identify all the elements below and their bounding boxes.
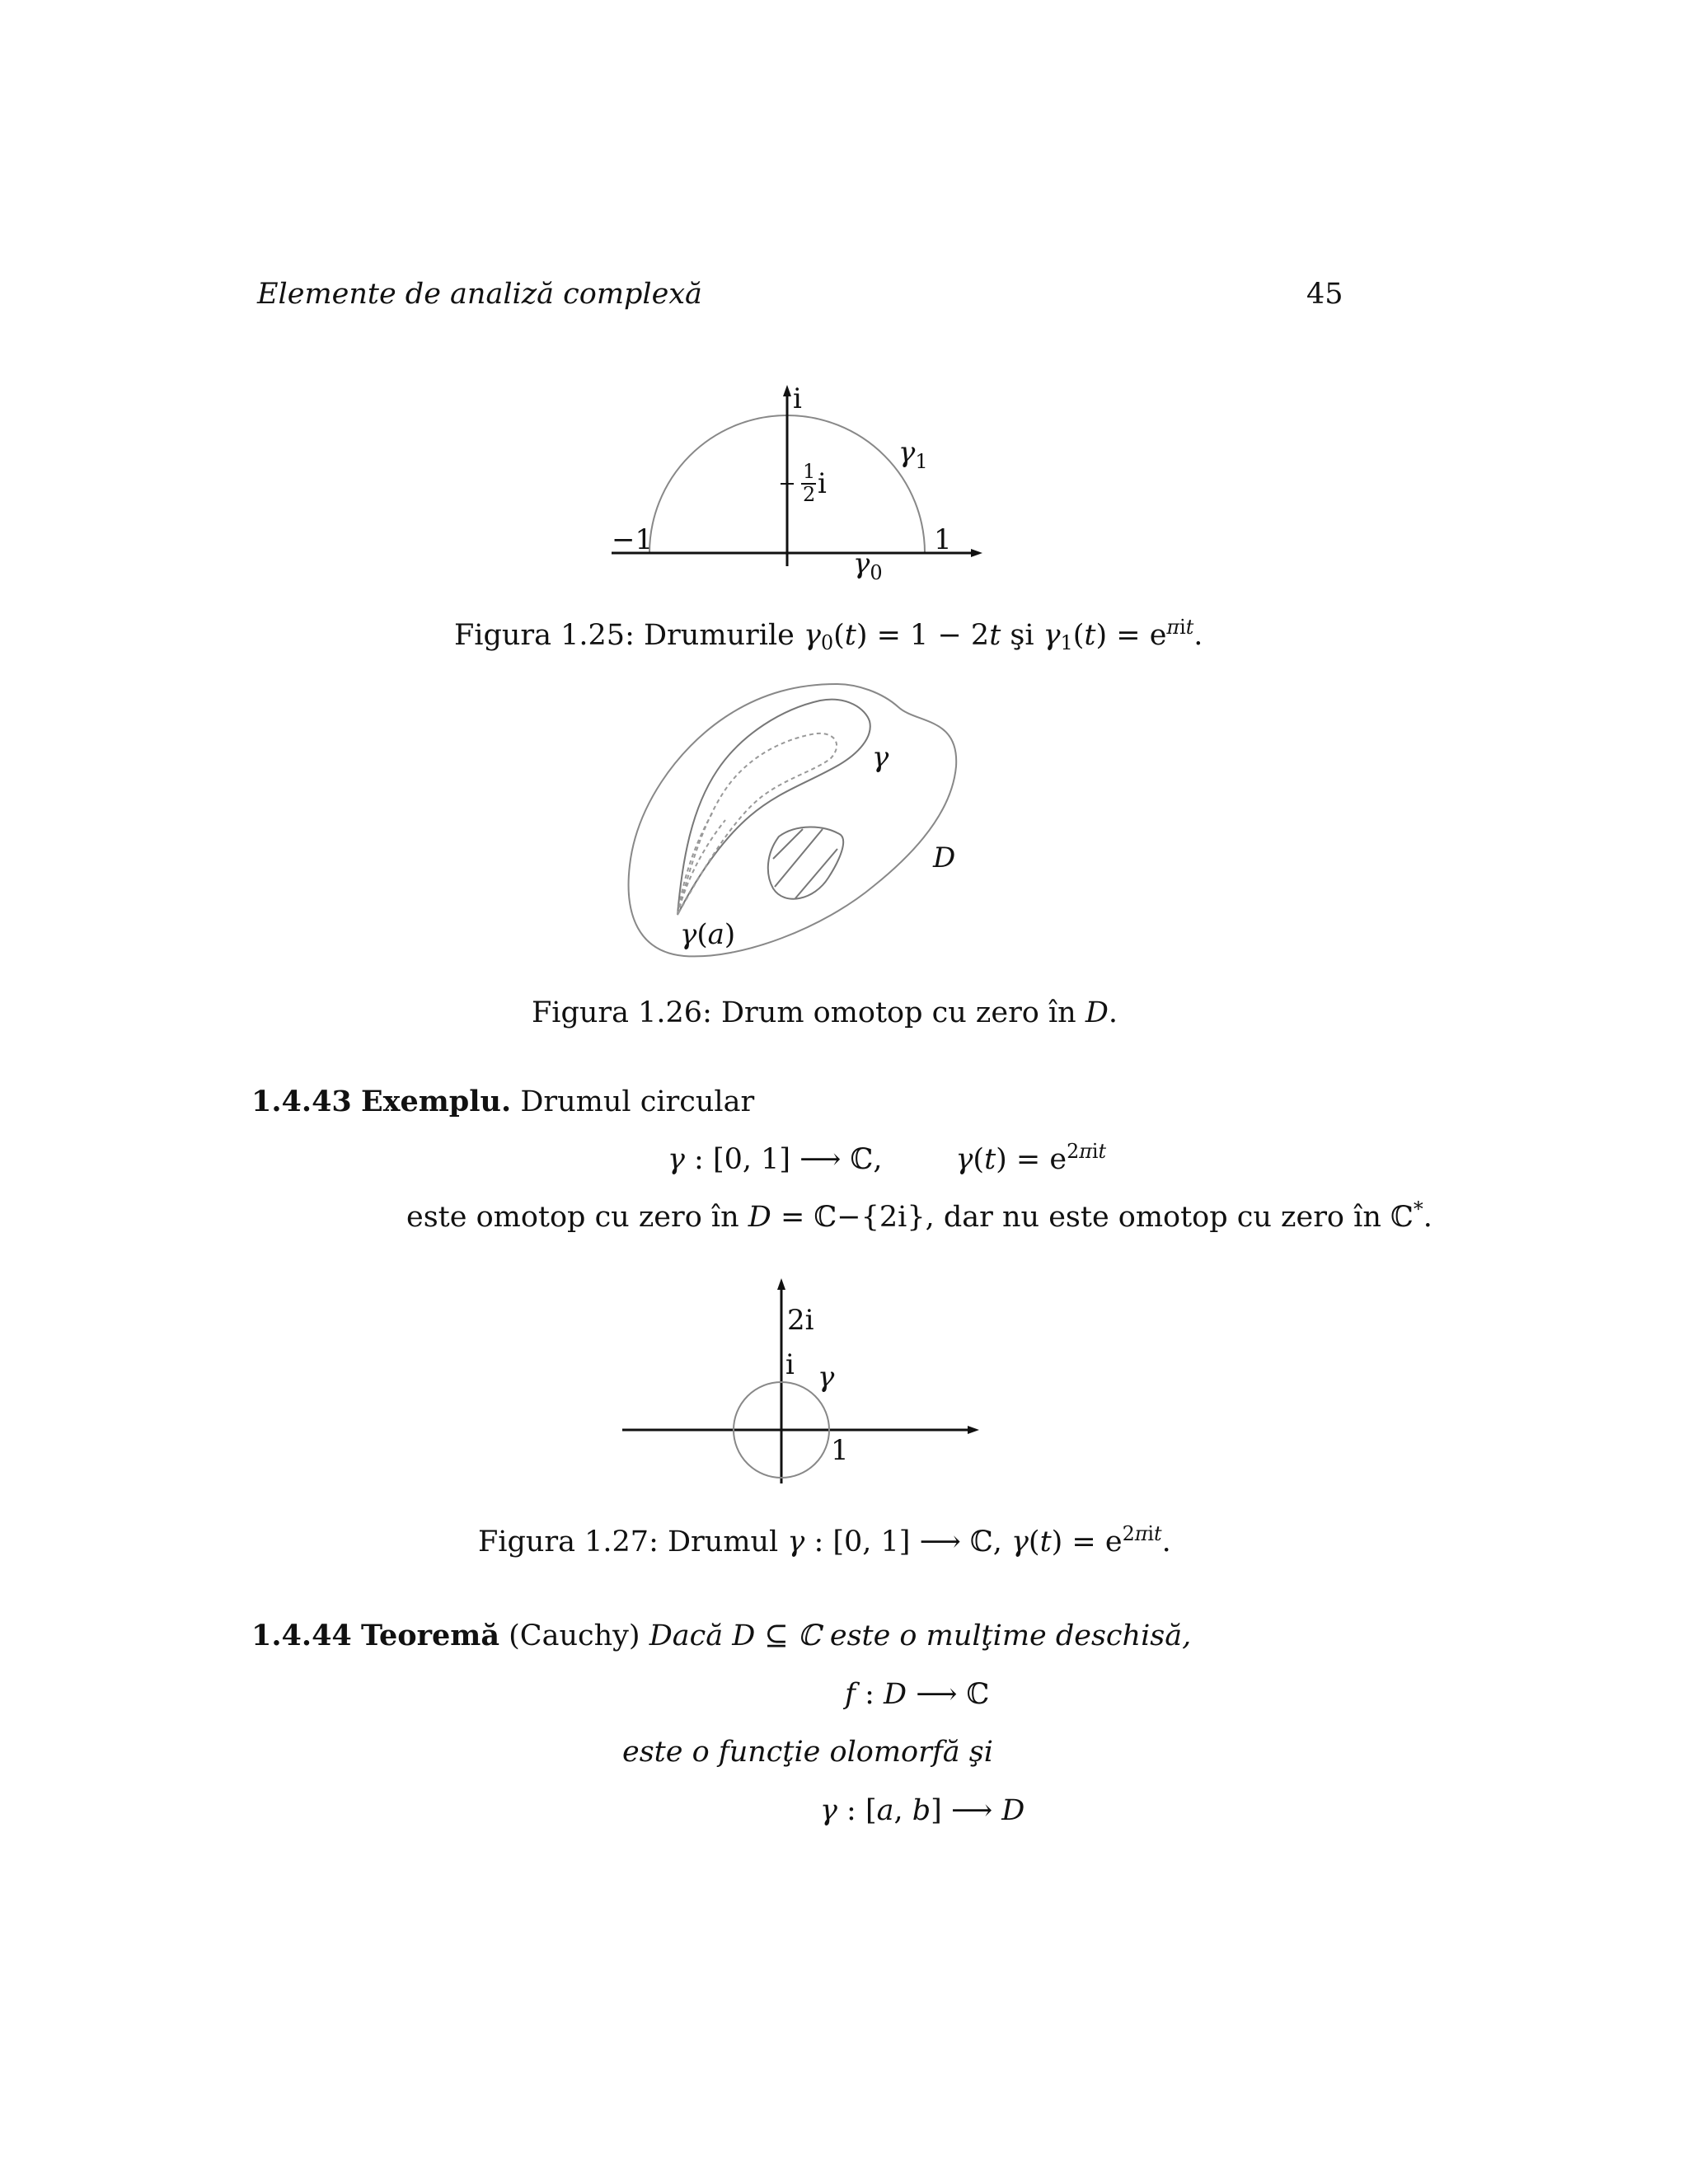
theorem-1-4-44-heading: 1.4.44 Teoremă (Cauchy) Dacă D ⊆ ℂ este o mulţime deschisă, [251, 1619, 1192, 1652]
label-one: 1 [934, 523, 952, 556]
figure-1-25-caption: Figura 1.25: Drumurile $\gamma_0(t) = 1 - 2t$ şi $\gamma_1(t) = e^{\pi it}$. [454, 615, 1203, 654]
label-minus-one: −1 [612, 523, 654, 556]
label-gamma0: $\gamma_0$ [853, 547, 883, 584]
page-number: 45 [1306, 278, 1343, 311]
imag-axis-arrow [777, 1278, 785, 1290]
running-header-title: Elemente de analiză complexă [257, 278, 702, 311]
label-gamma: γ [818, 1361, 835, 1394]
hole-region [768, 827, 843, 898]
example-1-4-43-heading [251, 1085, 754, 1119]
figure-1-27 [618, 1273, 989, 1496]
theorem-number: 1.4.44 [251, 1619, 352, 1652]
hatch-2 [775, 829, 823, 887]
example-formula: γ : [0, 1] ⟶ ℂ, $\gamma(t) = e^{2\pi it}$ [668, 1139, 1107, 1176]
figure-1-25 [577, 375, 1022, 598]
label-one: 1 [831, 1434, 849, 1467]
example-number: 1.4.43 [251, 1085, 352, 1118]
imag-axis-arrow [783, 385, 791, 396]
example-label: Exemplu. [360, 1085, 512, 1118]
theorem-formula-1: f : D ⟶ ℂ [845, 1678, 990, 1711]
hatch-1 [773, 829, 803, 859]
theorem-attribution: (Cauchy) [509, 1619, 640, 1652]
label-gamma-a: γ(a) [680, 918, 736, 951]
example-statement: este omotop cu zero în D = ℂ−{2i}, dar nu este omotop cu zero în ℂ*. [406, 1197, 1432, 1234]
homotopy-dashed-1 [678, 733, 837, 915]
label-i: i [793, 382, 802, 415]
domain-D-boundary [629, 684, 957, 956]
theorem-hypothesis-2: este o funcţie olomorfă şi [622, 1736, 993, 1769]
label-half-i-num: 1 [803, 460, 816, 483]
theorem-label: Teoremă [360, 1619, 499, 1652]
label-half-i-den: 2 [803, 483, 816, 506]
figure-1-26-caption: Figura 1.26: Drum omotop cu zero în D. [532, 996, 1118, 1029]
theorem-formula-2: γ : [a, b] ⟶ D [820, 1794, 1025, 1827]
label-gamma: γ [872, 741, 889, 774]
example-intro: Drumul circular [520, 1085, 755, 1118]
figure-1-27-caption: Figura 1.27: Drumul γ : [0, 1] ⟶ ℂ, $\gamma(t) = e^{2\pi it}$. [478, 1521, 1171, 1558]
label-gamma1: $\gamma_1$ [898, 436, 928, 473]
label-half-i-suffix: i [818, 467, 827, 500]
label-2i: 2i [787, 1304, 814, 1337]
real-axis-arrow [968, 1426, 979, 1434]
real-axis-arrow [971, 549, 982, 557]
label-i: i [785, 1348, 795, 1381]
label-D: D [933, 841, 956, 874]
figure-1-26 [626, 676, 973, 960]
